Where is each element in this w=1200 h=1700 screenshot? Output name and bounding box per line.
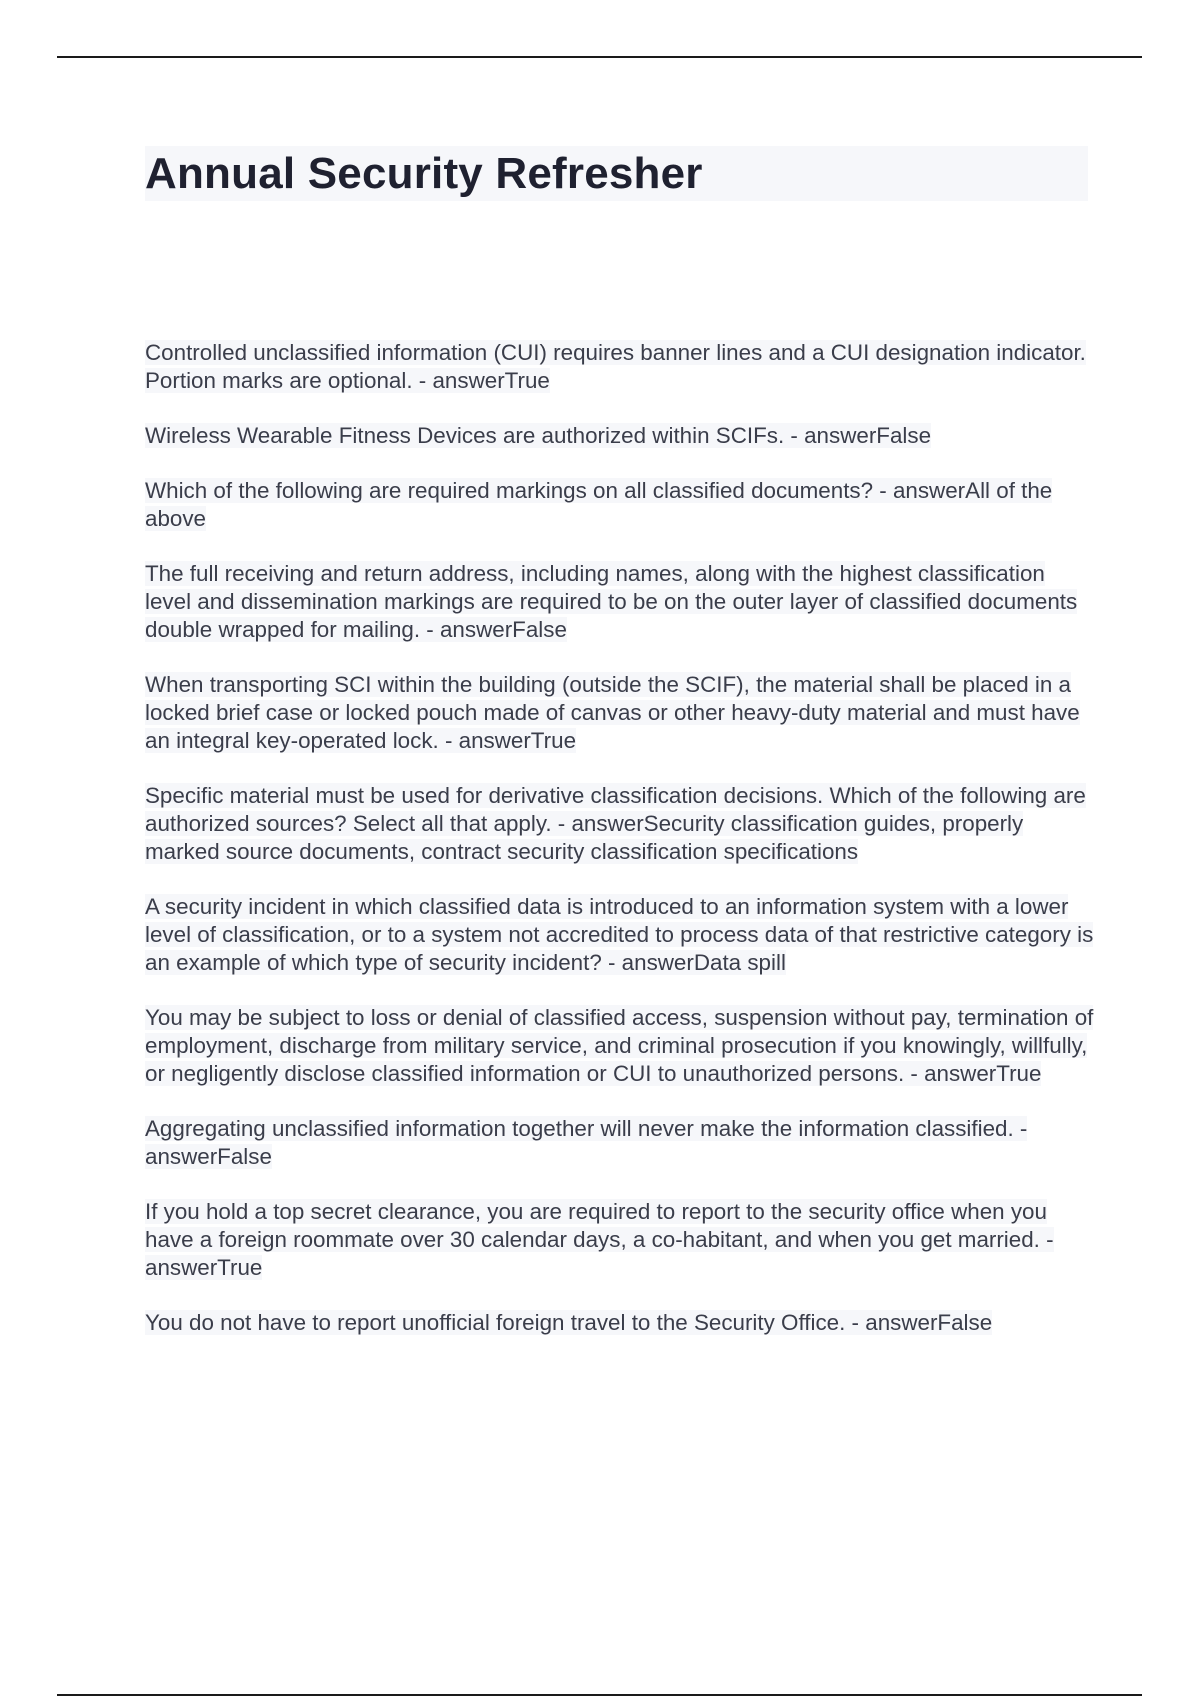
qa-text: You do not have to report unofficial foreign travel to the Security Office. - answerFalse — [145, 1310, 993, 1335]
qa-item-11 — [145, 1309, 1095, 1337]
qa-text: You may be subject to loss or denial of classified access, suspension without pay, termination of employment, discharge from military service, and criminal prosecution if you knowingly, willfully, or negligently disclose classified information or CUI to unauthorized persons. - answerTrue — [145, 1005, 1094, 1086]
qa-item-9 — [145, 1115, 1095, 1171]
qa-item-5 — [145, 671, 1095, 755]
qa-item-6 — [145, 782, 1095, 866]
qa-text: When transporting SCI within the building (outside the SCIF), the material shall be placed in a locked brief case or locked pouch made of canvas or other heavy-duty material and must have an integral key-operated lock. - answerTrue — [145, 672, 1080, 753]
qa-text: Controlled unclassified information (CUI) requires banner lines and a CUI designation indicator. Portion marks are optional. - answerTrue — [145, 340, 1086, 393]
bottom-rule — [57, 1694, 1142, 1696]
qa-item-10 — [145, 1198, 1095, 1282]
qa-text: A security incident in which classified data is introduced to an information system with a lower level of classification, or to a system not accredited to process data of that restrictive category is an example of which type of security incident? - answerData spill — [145, 894, 1094, 975]
qa-item-8 — [145, 1004, 1095, 1088]
qa-text: Wireless Wearable Fitness Devices are authorized within SCIFs. - answerFalse — [145, 423, 932, 448]
page-title: Annual Security Refresher — [145, 149, 703, 198]
qa-text: Aggregating unclassified information together will never make the information classified. - answerFalse — [145, 1116, 1028, 1169]
qa-text: Specific material must be used for derivative classification decisions. Which of the following are authorized sources? Select all that apply. - answerSecurity classification guides, properly marked source documents, contract security classification specifications — [145, 783, 1086, 864]
top-rule — [57, 56, 1142, 58]
qa-item-1 — [145, 339, 1095, 395]
qa-text: The full receiving and return address, including names, along with the highest classification level and dissemination markings are required to be on the outer layer of classified documents double wrapped for mailing. - answerFalse — [145, 561, 1078, 642]
question-answer-list — [145, 339, 1095, 1364]
qa-item-4 — [145, 560, 1095, 644]
qa-item-7 — [145, 893, 1095, 977]
qa-item-3 — [145, 477, 1095, 533]
qa-text: If you hold a top secret clearance, you are required to report to the security office when you have a foreign roommate over 30 calendar days, a co-habitant, and when you get married. - answerTrue — [145, 1199, 1054, 1280]
qa-text: Which of the following are required markings on all classified documents? - answerAll of the above — [145, 478, 1053, 531]
qa-item-2 — [145, 422, 1095, 450]
